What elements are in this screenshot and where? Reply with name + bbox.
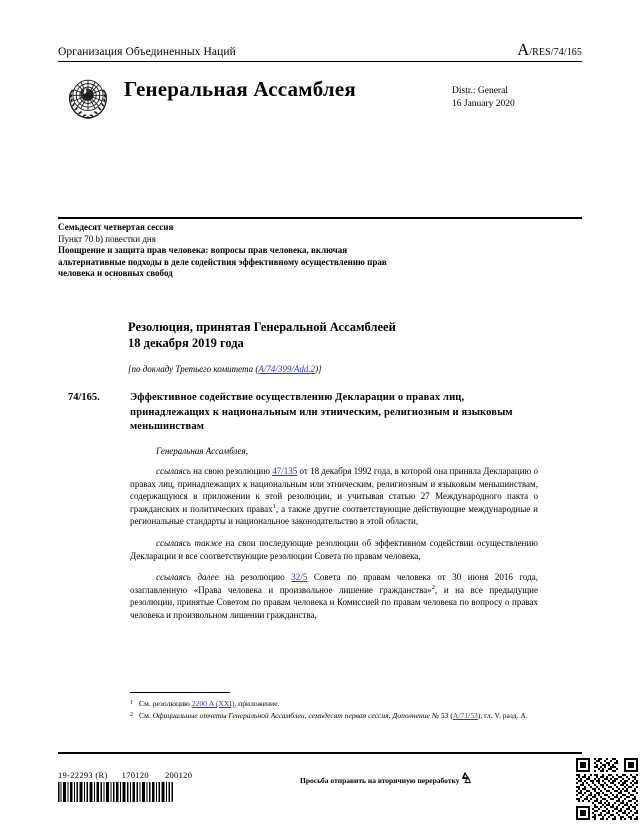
footnote-2-italic: Официальные отчеты Генеральной Ассамблеи, семьдесят первая сессия, Дополнение № 53 xyxy=(152,711,449,720)
p3-after-link: Совета по правам человека от 30 июня 2016 года, озаглавленную «Права человека и произвольное лишение гражданства» xyxy=(130,572,538,595)
resolution-heading xyxy=(128,320,548,375)
p1-link[interactable]: 47/135 xyxy=(272,466,298,476)
agenda-item-line: Пункт 70 b) повестки дня xyxy=(58,233,156,244)
preamble-paragraph-1 xyxy=(130,465,538,528)
footnote-2-mid: ( xyxy=(448,711,453,720)
job-date-1: 170120 xyxy=(121,770,149,780)
job-date-2: 200120 xyxy=(164,770,193,780)
job-number-line xyxy=(58,770,192,780)
p3-lead: ссылаясь далее xyxy=(156,572,219,583)
document-symbol-letter: A xyxy=(517,40,530,59)
session-divider xyxy=(58,217,582,219)
masthead-body-row xyxy=(58,67,582,125)
addressee xyxy=(130,446,538,456)
footnote-1-link[interactable]: 2200 A (XXI) xyxy=(191,699,235,708)
p2-text: на свои последующие резолюции об эффективном содействии осуществлению Декларации и все соответствующие резолюции Совета по правам человека, xyxy=(130,537,538,561)
footnote-1-prefix: См. резолюцию xyxy=(139,699,192,708)
footnotes xyxy=(130,698,530,722)
resolution-number-row xyxy=(68,391,538,435)
agenda-title: Поощрение и защита прав человека: вопросы прав человека, включая альтернативные подходы в деле содействия эффективному осуществлению прав человека и основных свобод xyxy=(58,245,387,279)
masthead-divider xyxy=(58,61,582,62)
footer xyxy=(58,756,582,820)
resolution-title-line-1: Резолюция, принятая Генеральной Ассамблеей xyxy=(128,320,396,334)
preamble-paragraph-3 xyxy=(130,571,538,621)
footnote-divider xyxy=(130,692,230,693)
footer-divider xyxy=(58,752,582,754)
qr-code xyxy=(574,756,640,822)
resolution-source-prefix: [по докладу Третьего комитета ( xyxy=(128,364,259,374)
p1-after-link: от 18 декабря 1992 года, в которой она приняла Декларацию о правах лиц, принадлежащих к национальным или этническим, религиозным и языковым меньшинствам, содержащуюся в приложении к этой резолюции, и учитывая статью 27 Международного пакта о гражданских и политических правах xyxy=(130,466,539,514)
session-line: Семьдесят четвертая сессия xyxy=(58,222,174,232)
p3-link[interactable]: 32/5 xyxy=(291,572,308,583)
footnote-2 xyxy=(130,710,530,721)
general-assembly-title: Генеральная Ассамблея xyxy=(124,77,356,101)
footnote-1-mark: 1 xyxy=(130,700,133,706)
footnote-1-text xyxy=(139,698,530,709)
resolution-source-link[interactable]: A/74/399/Add.2 xyxy=(258,364,316,374)
resolution-title xyxy=(128,320,548,351)
resolution-body xyxy=(130,446,538,631)
recycle-icon xyxy=(456,770,474,788)
addressee-text: Генеральная Ассамблея, xyxy=(156,446,248,456)
resolution-source xyxy=(128,363,548,375)
footnote-2-prefix: См. xyxy=(139,711,153,720)
masthead-top-row xyxy=(58,40,582,61)
p3-footnote-ref[interactable]: 2 xyxy=(431,583,436,591)
footnote-2-link[interactable]: A/71/53 xyxy=(452,711,478,720)
un-emblem-icon xyxy=(60,69,116,125)
footnote-2-text xyxy=(139,710,530,721)
p1-tail: , а также другие соответствующие действующие международные и региональные стандарты и национальное законодательство в этой области, xyxy=(130,503,538,527)
job-number: 19-22293 (R) xyxy=(58,770,108,780)
distribution-date: 16 January 2020 xyxy=(452,99,515,109)
resolution-title-line-2: 18 декабря 2019 года xyxy=(128,335,244,350)
p3-before-link: на резолюцию xyxy=(218,572,292,583)
p2-lead: ссылаясь также xyxy=(156,537,223,548)
p1-lead: ссылаясь xyxy=(156,466,191,476)
p1-footnote-ref[interactable]: 1 xyxy=(272,502,276,510)
document-symbol-number: /RES/74/165 xyxy=(529,47,582,58)
resolution-number: 74/165. xyxy=(68,392,100,403)
p1-before-link: на свою резолюцию xyxy=(190,466,273,476)
recycle-notice: Просьба отправить на вторичную переработку xyxy=(300,776,460,785)
p3-tail: , и на все предыдущие резолюции, принятые Советом по правам человека и Комиссией по правам человека по вопросу о правах человека и произвольном лишении гражданства, xyxy=(130,584,538,620)
session-block xyxy=(58,222,388,280)
document-symbol xyxy=(517,40,582,59)
masthead xyxy=(58,40,582,125)
footnote-2-mark: 2 xyxy=(130,712,133,718)
footnote-2-suffix: ), гл. V, разд. A. xyxy=(477,711,528,720)
distribution-label: Distr.: General xyxy=(452,86,508,96)
distribution-block xyxy=(452,85,582,111)
footnote-1-suffix: , приложение. xyxy=(234,699,280,708)
resolution-source-suffix: )] xyxy=(315,364,322,374)
resolution-subject: Эффективное содействие осуществлению Декларации о правах лиц, принадлежащих к национальным или этническим, религиозным и языковым меньшинствам xyxy=(130,392,513,432)
preamble-paragraph-2 xyxy=(130,537,538,562)
organization-name: Организация Объединенных Наций xyxy=(58,46,236,58)
footnote-1 xyxy=(130,698,530,709)
barcode xyxy=(58,782,174,802)
